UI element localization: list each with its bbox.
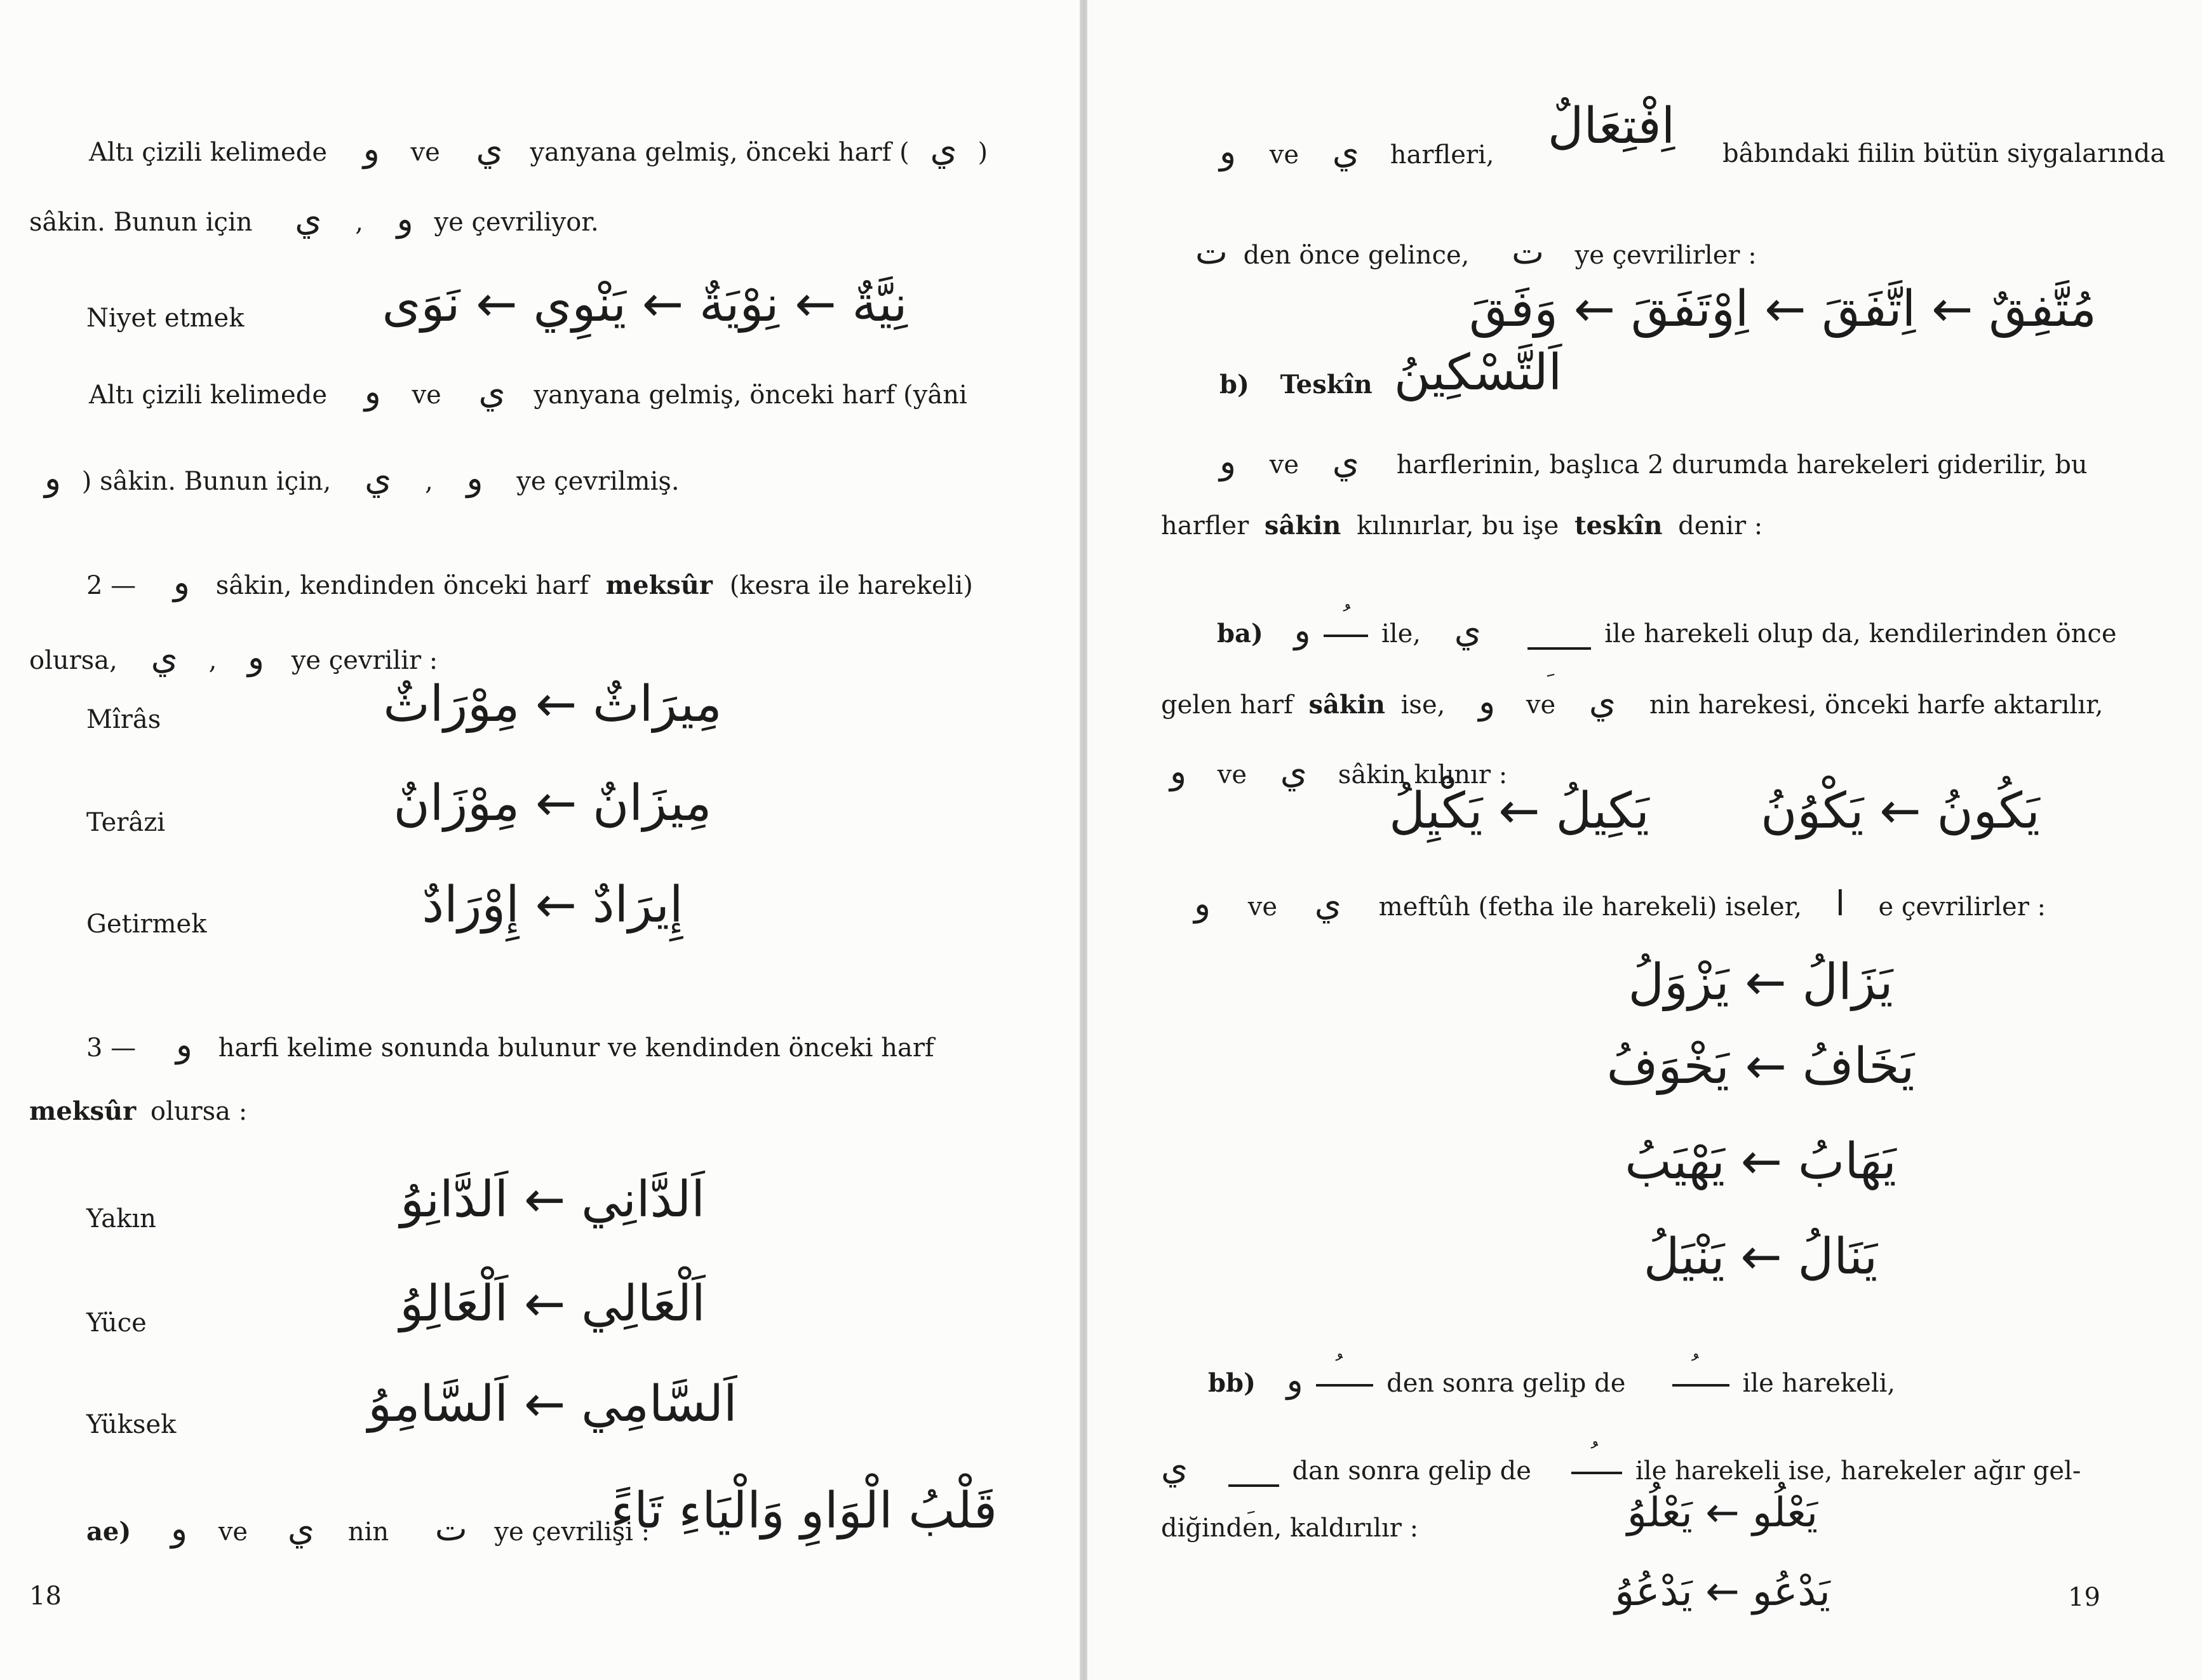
arabic-letter-ya: ي	[478, 372, 506, 412]
arabic-term: اَلتَّسْكِينُ	[1393, 344, 1562, 401]
arabic-letter-ya: ي	[295, 199, 322, 239]
arabic-letter-ya: ي	[476, 129, 503, 169]
arabic-example: يَكُونُ ← يَكْوُنُ	[1761, 783, 2040, 840]
arabic-letter-ya: ي	[930, 129, 957, 169]
right-page	[1087, 0, 2202, 1680]
arabic-letter-ta: ت	[1512, 232, 1544, 272]
damma-mark	[1571, 1472, 1622, 1474]
kasra-mark	[1228, 1484, 1279, 1487]
example-label: Mîrâs	[86, 705, 161, 734]
arabic-letter-ya: ي	[1454, 610, 1482, 650]
teskin-heading: b) Teskîn	[1219, 370, 1373, 400]
arabic-example: يَعْلُو ← يَعْلُوُ	[1627, 1489, 1818, 1536]
arabic-letter-ya: ي	[1314, 884, 1342, 924]
arabic-letter-ya: ي	[1332, 441, 1360, 481]
bb-line-1: bb) و den sonra gelip de ile harekeli,	[1208, 1360, 1896, 1400]
left-ae-line: ae) و ve ي nin ت ye çevrilişi :	[86, 1509, 650, 1549]
example-label: Niyet etmek	[86, 304, 245, 333]
left-section-2-line-1: 2 — و sâkin, kendinden önceki harf meksûr (kesra ile harekeli)	[86, 562, 973, 602]
ba-line-2: gelen harf sâkin ise, و ve ي nin harekesi, önceki harfe aktarılır,	[1161, 682, 2104, 722]
arabic-letter-waw: و	[396, 199, 413, 239]
arabic-letter-waw: و	[1294, 610, 1311, 650]
arabic-letter-waw: و	[363, 129, 380, 169]
arabic-letter-waw: و	[1219, 131, 1237, 171]
page-number: 18	[29, 1582, 62, 1611]
arabic-letter-waw: و	[248, 637, 265, 677]
arabic-letter-waw: و	[1479, 682, 1496, 722]
arabic-example: اَلدَّانِي ← اَلدَّانِوُ	[400, 1171, 705, 1228]
arabic-letter-ya: ي	[365, 458, 392, 498]
arabic-letter-waw: و	[1194, 884, 1211, 924]
arabic-letter-waw: و	[364, 372, 381, 412]
kasra-mark	[1527, 647, 1591, 650]
right-line-4: harfler sâkin kılınırlar, bu işe teskîn denir :	[1161, 511, 1763, 541]
example-label: Yakın	[86, 1204, 156, 1233]
arabic-example: يَنَالُ ← يَنْيَلُ	[1643, 1228, 1878, 1286]
arabic-letter-alif: ا	[1835, 884, 1845, 924]
example-label: Getirmek	[86, 910, 207, 939]
arabic-letter-waw: و	[173, 562, 190, 602]
arabic-letter-waw: و	[466, 458, 483, 498]
arabic-letter-waw: و	[175, 1025, 192, 1065]
arabic-letter-waw: و	[1219, 441, 1237, 481]
ba-line-3: و ve ي sâkin kılınır :	[1170, 751, 1508, 791]
left-line-2: sâkin. Bunun için و , ي ye çevriliyor.	[29, 199, 599, 239]
arabic-example: مُتَّفِقٌ ← اِتَّفَقَ ← اِوْتَفَقَ ← وَفَقَ	[1468, 281, 2097, 338]
page-number: 19	[2068, 1583, 2100, 1612]
arabic-letter-waw: و	[171, 1509, 188, 1549]
arabic-letter-ya: ي	[1161, 1448, 1188, 1488]
bb-line-3: diğinden, kaldırılır :	[1161, 1514, 1419, 1543]
left-section-3-line-1: 3 — و harfi kelime sonunda bulunur ve kendinden önceki harf	[86, 1025, 934, 1065]
arabic-example: يَكِيلُ ← يَكْيِلُ	[1389, 783, 1649, 840]
arabic-example: اَلْعَالِي ← اَلْعَالِوُ	[399, 1275, 706, 1333]
arabic-example: اَلسَّامِي ← اَلسَّامِوُ	[368, 1376, 737, 1433]
arabic-letter-ta: ت	[1195, 232, 1228, 272]
arabic-example: يَزَالُ ← يَزْوَلُ	[1628, 954, 1893, 1011]
example-label: Terâzi	[86, 808, 166, 837]
arabic-letter-ya: ي	[1588, 682, 1616, 722]
arabic-example: إِيرَادٌ ← إِوْرَادٌ	[422, 877, 683, 934]
left-section-3-line-2: meksûr olursa :	[29, 1096, 248, 1126]
left-line-1: Altı çizili kelimede و ve ي yanyana gelmiş, önceki harf ( ي )	[89, 129, 988, 169]
left-page	[0, 0, 1080, 1680]
arabic-letter-ta: ت	[434, 1509, 467, 1549]
arabic-example: مِيزَانٌ ← مِوْزَانٌ	[393, 775, 712, 832]
arabic-letter-waw: و	[1170, 751, 1187, 791]
arabic-example: يَدْعُو ← يَدْعُوُ	[1615, 1568, 1830, 1615]
arabic-letter-ya: ي	[1280, 751, 1308, 791]
arabic-letter-waw: و	[1286, 1360, 1303, 1400]
damma-mark	[1324, 635, 1368, 637]
right-line-1-end: bâbındaki fiilin bütün siygalarında	[1722, 139, 2166, 168]
example-label: Yüce	[86, 1308, 147, 1338]
damma-mark	[1672, 1384, 1729, 1387]
left-section-2-line-2: olursa, و , ي ye çevrilir :	[29, 637, 438, 677]
arabic-letter-ya: ي	[287, 1509, 315, 1549]
arabic-example: يَهَابُ ← يَهْيَبُ	[1625, 1133, 1897, 1190]
arabic-example: نِيَّةٌ ← نِوْيَةٌ ← يَنْوِي ← نَوَى	[382, 276, 908, 333]
right-line-1: و ve ي harfleri,	[1219, 131, 1494, 171]
left-line-4: و ) sâkin. Bunun için, و , ي ye çevrilmiş.	[44, 458, 680, 498]
arabic-letter-ya: ي	[1332, 131, 1360, 171]
ba-line-1: ba) و ile, ي ile harekeli olup da, kendilerinden önce	[1217, 610, 2117, 650]
arabic-term: اِفْتِعَالٌ	[1547, 98, 1675, 155]
arabic-title: قَلْبُ الْوَاوِ وَالْيَاءِ تَاءً	[610, 1482, 997, 1540]
damma-mark	[1316, 1384, 1373, 1387]
bb-line-2: ي dan sonra gelip de ile harekeli ise, harekeler ağır gel-	[1161, 1448, 2081, 1488]
arabic-example: مِيرَاثٌ ← مِوْرَاثٌ	[383, 676, 722, 733]
arabic-example: يَخَافُ ← يَخْوَفُ	[1606, 1038, 1915, 1095]
right-line-3: و ve ي harflerinin, başlıca 2 durumda harekeleri giderilir, bu	[1219, 441, 2088, 481]
arabic-letter-waw: و	[44, 458, 62, 498]
arabic-letter-ya: ي	[151, 637, 178, 677]
right-line-2: ت den önce gelince, ت ye çevrilirler :	[1195, 232, 1757, 272]
right-line-5: و ve ي meftûh (fetha ile harekeli) iseler, ا e çevrilirler :	[1194, 884, 2046, 924]
left-line-3: Altı çizili kelimede و ve ي yanyana gelmiş, önceki harf (yâni	[89, 372, 967, 412]
example-label: Yüksek	[86, 1410, 177, 1439]
